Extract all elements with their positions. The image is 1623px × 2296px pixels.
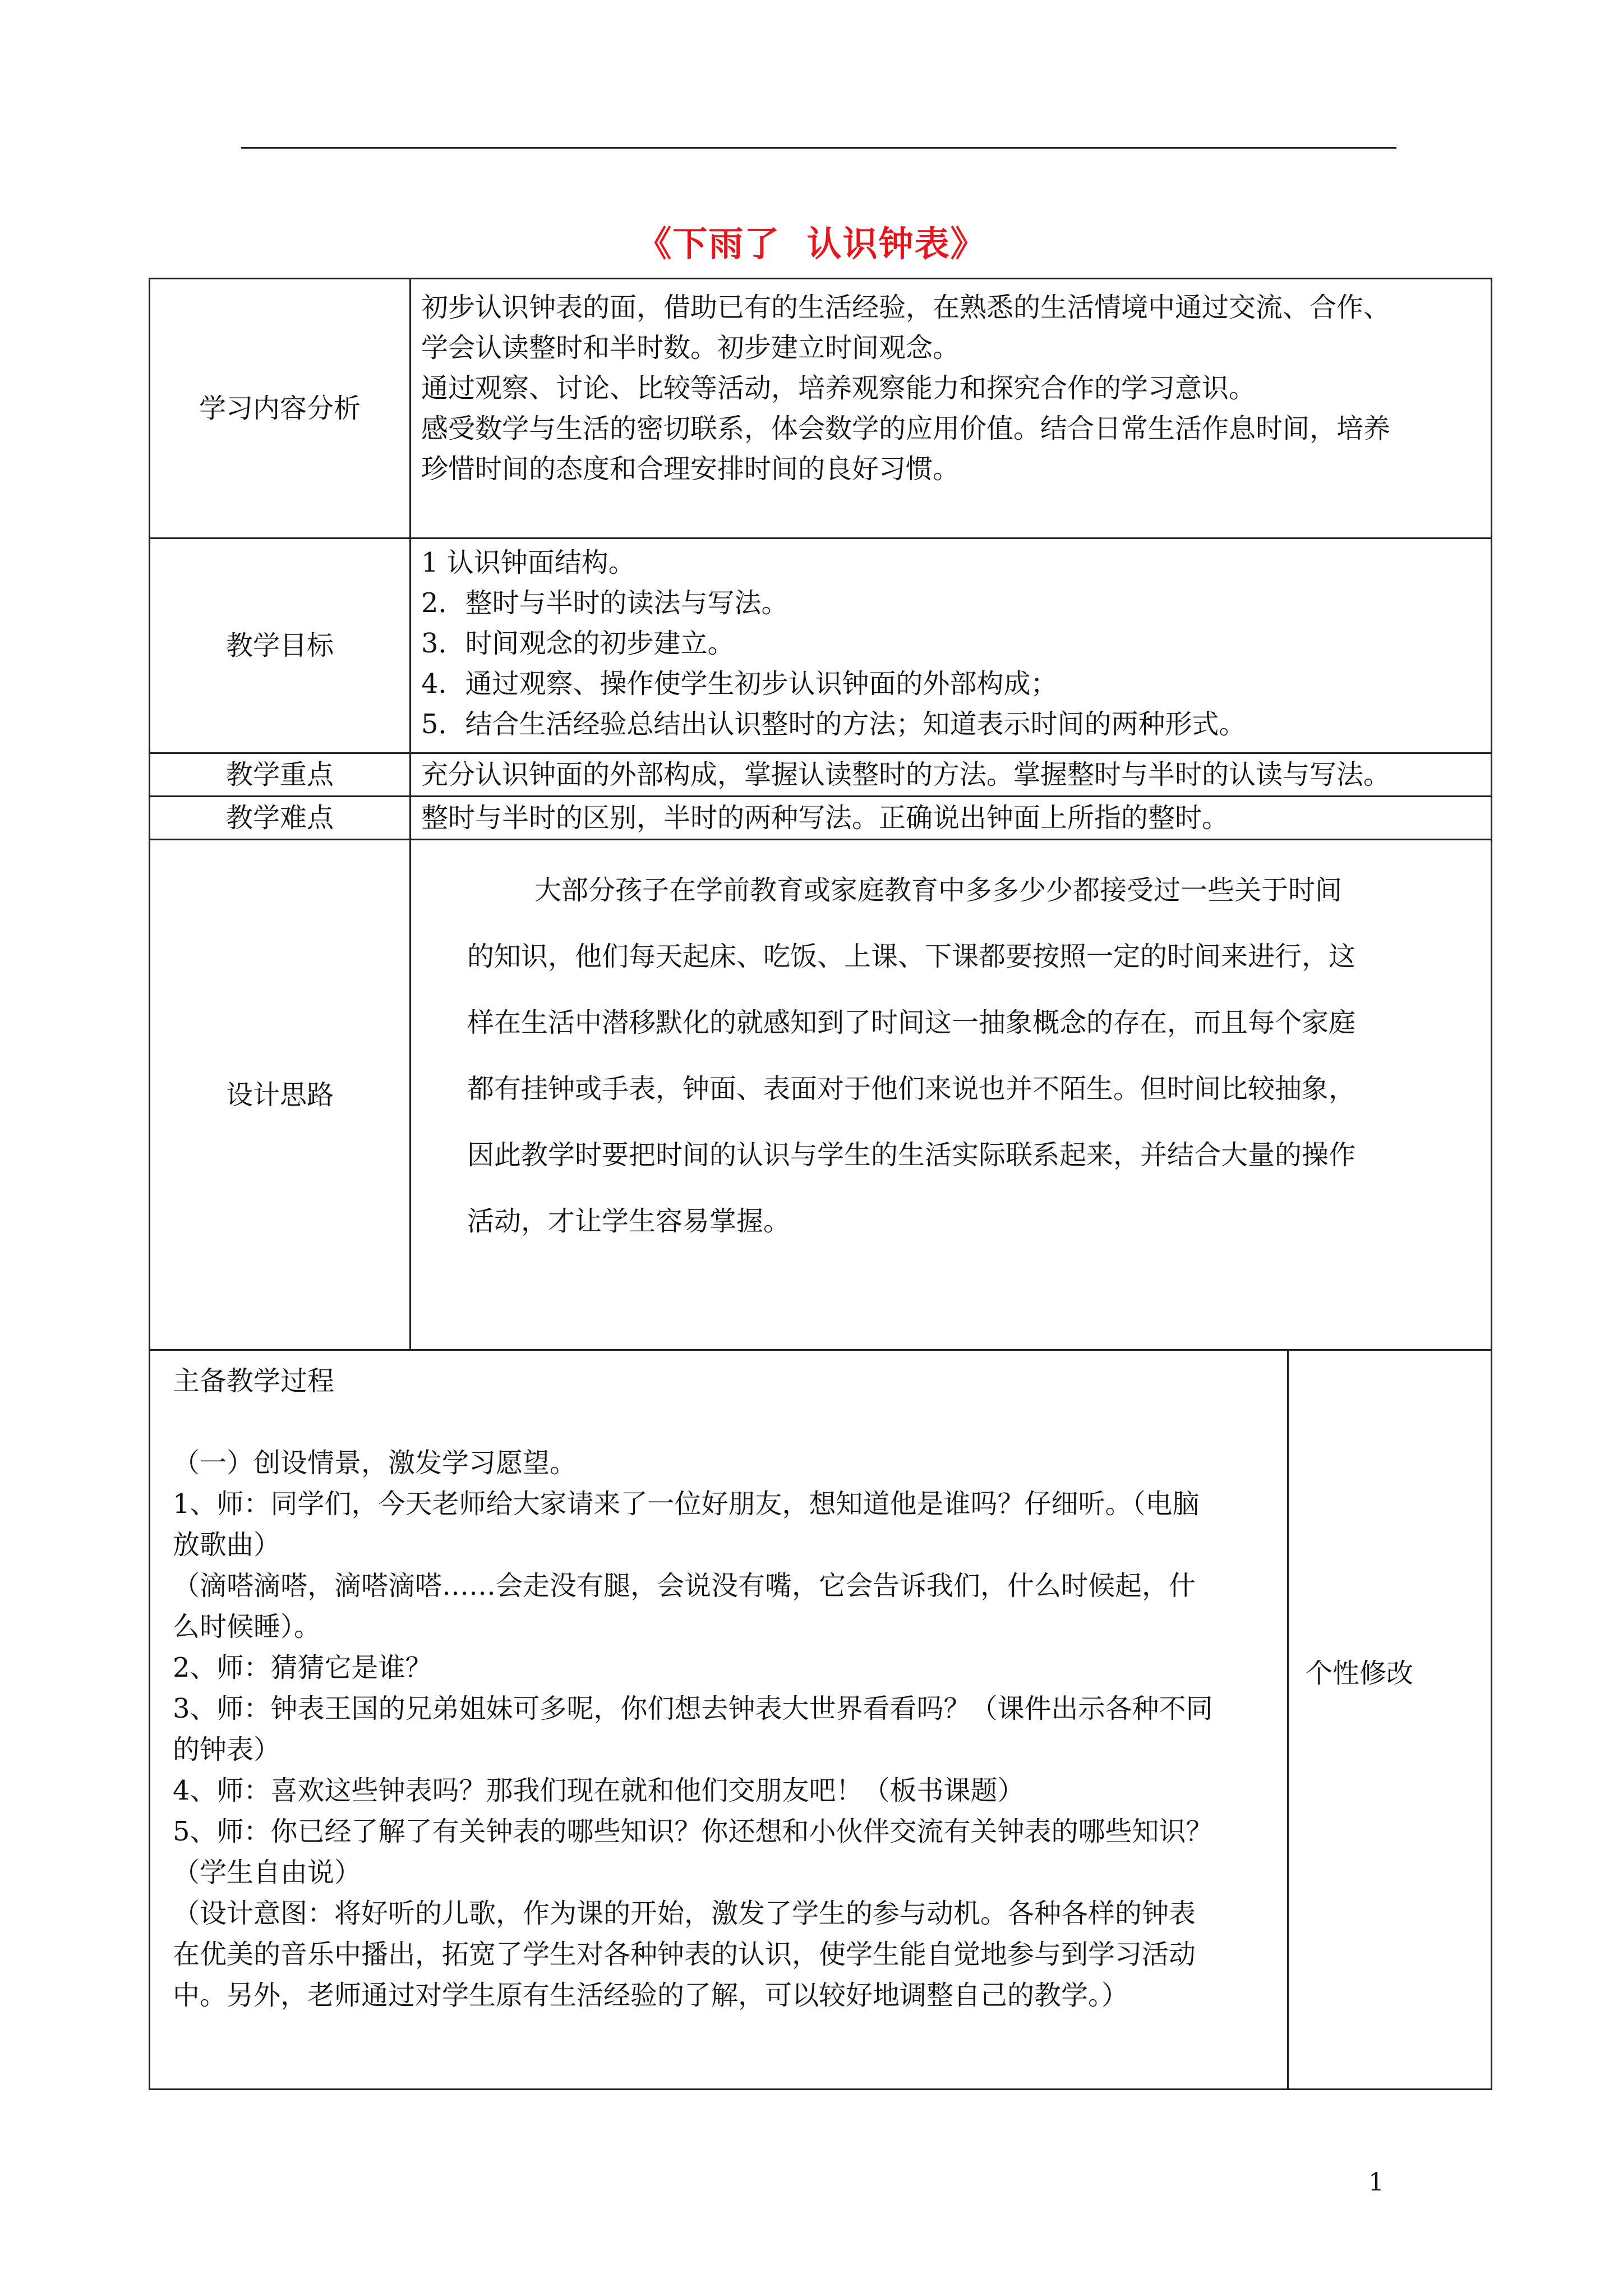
content-line: 感受数学与生活的密切联系，体会数学的应用价值。结合日常生活作息时间，培养 — [421, 413, 1391, 444]
process-line: 在优美的音乐中播出，拓宽了学生对各种钟表的认识，使学生能自觉地参与到学习活动 — [173, 1939, 1196, 1970]
process-line: （一）创设情景，激发学习愿望。 — [173, 1447, 577, 1479]
page-number: 1 — [1368, 2168, 1384, 2197]
process-line: 中。另外，老师通过对学生原有生活经验的了解，可以较好地调整自己的教学。） — [173, 1980, 1129, 2011]
content-line: 大部分孩子在学前教育或家庭教育中多多少少都接受过一些关于时间 — [534, 875, 1343, 906]
content-line: 整时与半时的区别，半时的两种写法。正确说出钟面上所指的整时。 — [421, 802, 1229, 834]
row-label-cell — [150, 539, 411, 753]
content-line: 通过观察、讨论、比较等活动，培养观察能力和探究合作的学习意识。 — [421, 372, 1256, 404]
content-line: 珍惜时间的态度和合理安排时间的良好习惯。 — [421, 453, 960, 485]
row-content-cell — [411, 279, 1492, 539]
row-label-cell — [150, 753, 411, 797]
row-label-cell — [150, 840, 411, 1350]
row-content-cell — [411, 797, 1492, 840]
table-row — [150, 279, 1492, 539]
process-line: 5、师：你已经了解了有关钟表的哪些知识？你还想和小伙伴交流有关钟表的哪些知识？ — [173, 1816, 1213, 1847]
row-label-cell — [150, 279, 411, 539]
content-line: 充分认识钟面的外部构成，掌握认读整时的方法。掌握整时与半时的认读与写法。 — [421, 759, 1391, 790]
personal-notes-cell — [1288, 1350, 1492, 2090]
content-line: 4．通过观察、操作使学生初步认识钟面的外部构成； — [421, 668, 1058, 700]
table-row — [150, 539, 1492, 753]
process-line: （学生自由说） — [173, 1857, 362, 1888]
table-row — [150, 840, 1492, 1350]
process-line: 4、师：喜欢这些钟表吗？那我们现在就和他们交朋友吧！（板书课题） — [173, 1775, 1025, 1806]
content-line: 学会认读整时和半时数。初步建立时间观念。 — [421, 332, 960, 364]
process-line: 么时候睡）。 — [173, 1611, 321, 1642]
process-line: （设计意图：将好听的儿歌，作为课的开始，激发了学生的参与动机。各种各样的钟表 — [173, 1898, 1196, 1929]
content-line: 2．整时与半时的读法与写法。 — [421, 587, 789, 619]
document-title: 《下雨了 认识钟表》 — [637, 223, 986, 264]
lesson-plan-table — [149, 278, 1492, 2090]
process-line: 3、师：钟表王国的兄弟姐妹可多呢，你们想去钟表大世界看看吗？（课件出示各种不同 — [173, 1693, 1213, 1724]
row-label: 设计思路 — [225, 1079, 334, 1111]
content-line: 都有挂钟或手表，钟面、表面对于他们来说也并不陌生。但时间比较抽象， — [467, 1073, 1356, 1105]
process-line: 2、师：猜猜它是谁？ — [173, 1652, 432, 1683]
content-line: 的知识，他们每天起床、吃饭、上课、下课都要按照一定的时间来进行，这 — [467, 941, 1356, 972]
personal-notes-label: 个性修改 — [1306, 1658, 1414, 1689]
content-line: 5．结合生活经验总结出认识整时的方法；知道表示时间的两种形式。 — [421, 708, 1246, 740]
table-row — [150, 753, 1492, 797]
row-content-cell — [411, 753, 1492, 797]
process-cell — [150, 1350, 1288, 2090]
process-heading: 主备教学过程 — [173, 1365, 335, 1397]
content-line: 活动，才让学生容易掌握。 — [467, 1205, 791, 1237]
header-rule — [241, 147, 1396, 149]
row-content-cell — [411, 840, 1492, 1350]
process-line: 1、师：同学们，今天老师给大家请来了一位好朋友，想知道他是谁吗？仔细听。（电脑 — [173, 1488, 1200, 1520]
content-line: 3．时间观念的初步建立。 — [421, 628, 735, 659]
content-line: 样在生活中潜移默化的就感知到了时间这一抽象概念的存在，而且每个家庭 — [467, 1007, 1356, 1038]
row-label-cell — [150, 797, 411, 840]
row-label: 教学重点 — [225, 759, 334, 790]
row-label: 教学目标 — [225, 630, 334, 661]
table-row — [150, 797, 1492, 840]
row-content-cell — [411, 539, 1492, 753]
process-line: 的钟表） — [173, 1734, 281, 1765]
content-line: 因此教学时要把时间的认识与学生的生活实际联系起来，并结合大量的操作 — [467, 1139, 1356, 1171]
process-line — [173, 1402, 1275, 1443]
table-row — [150, 1350, 1492, 2090]
process-line: 放歌曲） — [173, 1529, 281, 1561]
row-label: 教学难点 — [225, 802, 334, 834]
process-line: （滴嗒滴嗒，滴嗒滴嗒……会走没有腿，会说没有嘴，它会告诉我们，什么时候起，什 — [173, 1570, 1196, 1602]
row-label: 学习内容分析 — [199, 393, 361, 424]
content-line: 1 认识钟面结构。 — [421, 547, 635, 578]
content-line: 初步认识钟表的面，借助已有的生活经验，在熟悉的生活情境中通过交流、合作、 — [421, 292, 1391, 323]
